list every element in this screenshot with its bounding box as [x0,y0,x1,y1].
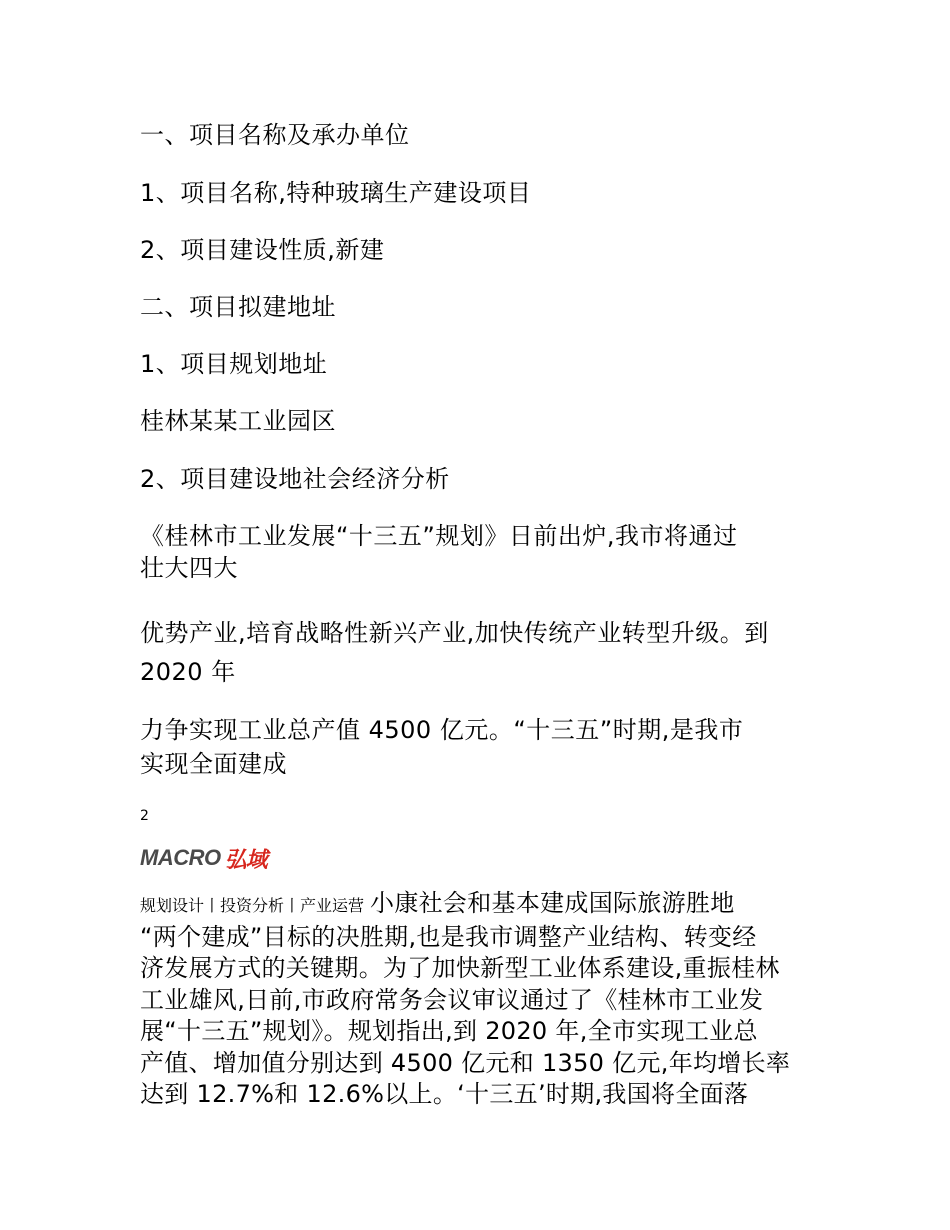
heading-project-site: 二、项目拟建地址 [140,293,336,321]
heading-project-name: 一、项目名称及承办单位 [140,121,410,149]
body-line: 力争实现工业总产值 4500 亿元。“十三五”时期,是我市 [140,716,744,744]
company-logo [140,843,267,873]
item-project-name: 1、项目名称,特种玻璃生产建设项目 [140,179,532,207]
page-number: 2 [140,808,149,824]
item-construction-nature: 2、项目建设性质,新建 [140,236,385,264]
item-socioeconomic-analysis: 2、项目建设地社会经济分析 [140,465,450,493]
paragraph-line: 达到 12.7%和 12.6%以上。‘十三五’时期,我国将全面落 [140,1080,749,1108]
body-paragraph [140,888,820,1111]
body-line: 壮大四大 [140,554,238,582]
paragraph-line: “两个建成”目标的决胜期,也是我市调整产业结构、转变经 [140,922,757,951]
paragraph-line: 展“十三五”规划》。规划指出,到 2020 年,全市实现工业总 [140,1017,758,1045]
body-line: 实现全面建成 [140,750,287,778]
item-planned-site: 1、项目规划地址 [140,350,328,378]
body-line: 2020 年 [140,658,236,686]
paragraph-line: 济发展方式的关键期。为了加快新型工业体系建设,重振桂林 [140,954,780,982]
logo-text: MACRO [140,845,221,870]
paragraph-line: 产值、增加值分别达到 4500 亿元和 1350 亿元,年均增长率 [140,1048,791,1077]
body-line: 《桂林市工业发展“十三五”规划》日前出炉,我市将通过 [140,522,738,550]
logo-mark: 弘域 [224,847,267,873]
tagline: 规划设计丨投资分析丨产业运营 [140,896,365,915]
body-line: 优势产业,培育战略性新兴产业,加快传统产业转型升级。到 [140,619,769,647]
paragraph-line: 规划设计丨投资分析丨产业运营 小康社会和基本建成国际旅游胜地 [140,889,735,917]
site-value: 桂林某某工业园区 [140,407,336,435]
paragraph-line: 工业雄风,日前,市政府常务会议审议通过了《桂林市工业发 [140,985,764,1014]
